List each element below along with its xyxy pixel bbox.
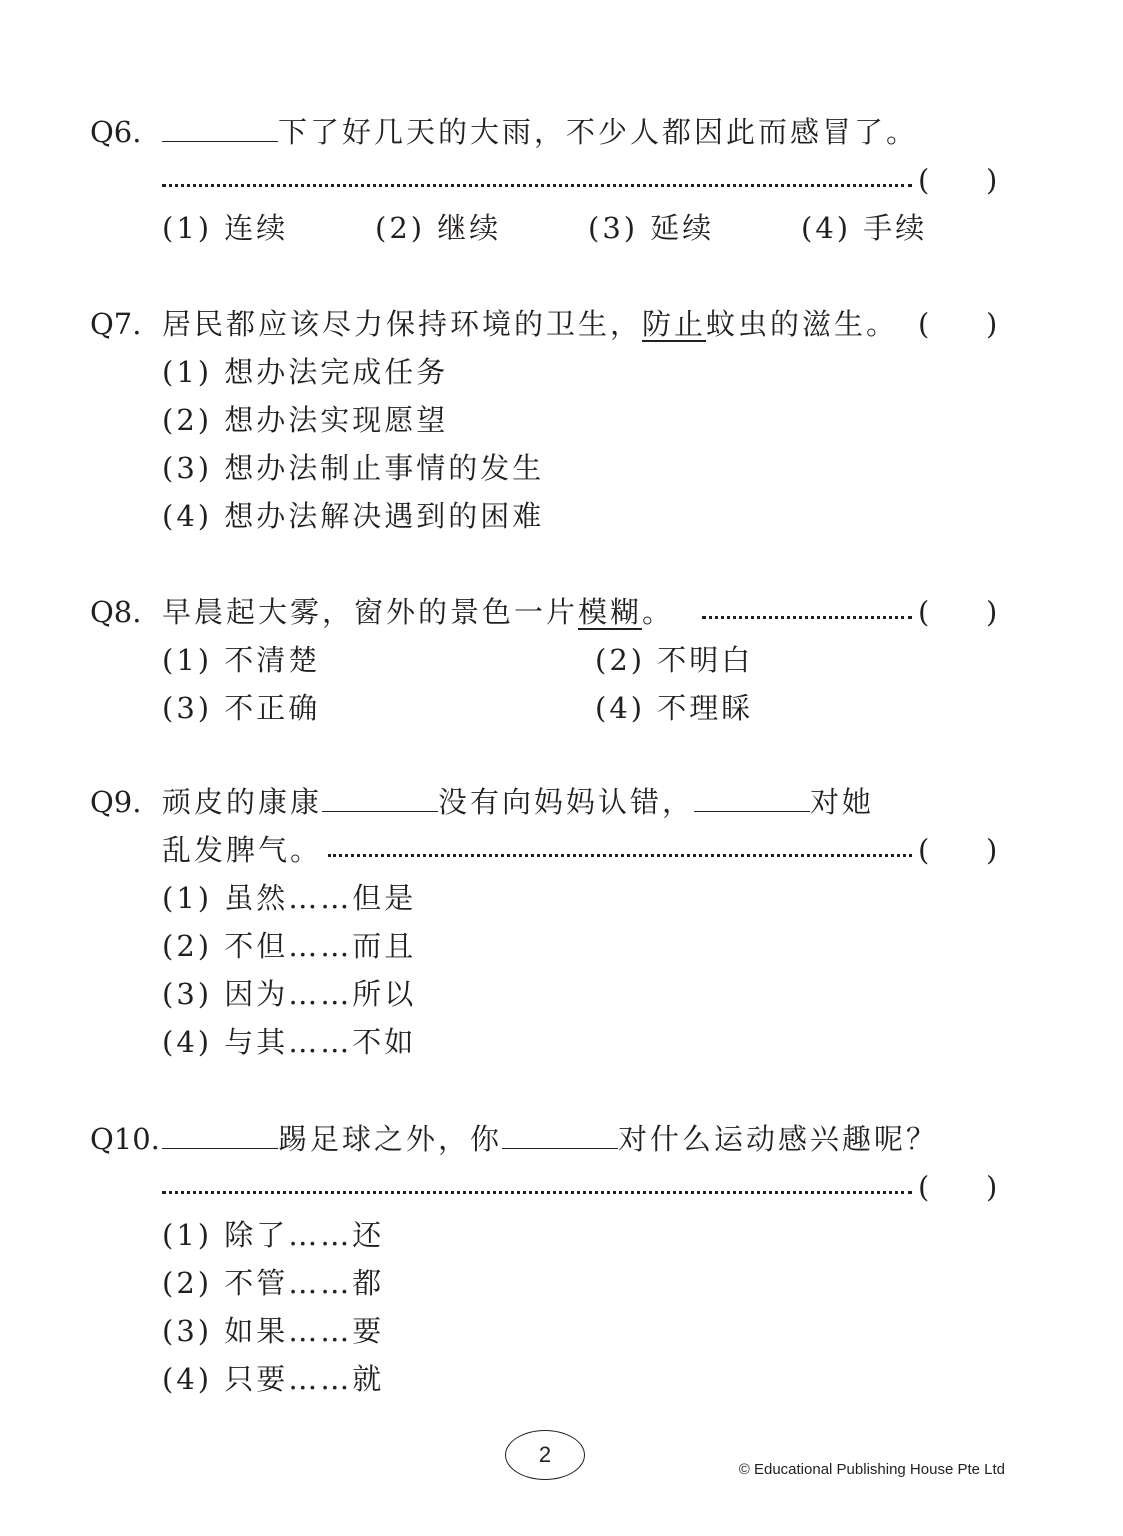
answer-bracket: ( ) — [918, 1170, 998, 1204]
question-stem-line-2: 乱发脾气。 — [162, 833, 323, 867]
option-2: (2) 不但……而且 — [162, 929, 417, 963]
page-number: 2 — [505, 1430, 585, 1480]
option-3: (3) 延续 — [588, 211, 715, 245]
question-10 — [90, 1115, 1010, 1403]
question-6 — [90, 108, 1010, 252]
dot-leader — [702, 602, 912, 619]
option-3: (3) 因为……所以 — [162, 977, 417, 1011]
fill-blank — [162, 119, 278, 142]
question-stem: 早晨起大雾，窗外的景色一片模糊。 — [162, 595, 675, 629]
copyright-notice: © Educational Publishing House Pte Ltd — [738, 1461, 1005, 1478]
question-number: Q8. — [90, 595, 142, 629]
option-4: (4) 不理睬 — [595, 691, 754, 725]
question-7 — [90, 300, 1010, 540]
option-3: (3) 如果……要 — [162, 1314, 385, 1348]
question-stem: 下了好几天的大雨，不少人都因此而感冒了。 — [162, 108, 918, 156]
option-3: (3) 想办法制止事情的发生 — [162, 451, 545, 485]
question-stem: 顽皮的康康 没有向妈妈认错， 对她 — [162, 785, 875, 819]
option-2: (2) 不管……都 — [162, 1266, 385, 1300]
question-9 — [90, 778, 1010, 1066]
option-2: (2) 想办法实现愿望 — [162, 403, 449, 437]
answer-bracket: ( ) — [918, 595, 998, 629]
question-stem: 居民都应该尽力保持环境的卫生，防止蚊虫的滋生。 — [162, 307, 899, 341]
fill-blank — [162, 1126, 278, 1149]
option-2: (2) 继续 — [375, 211, 502, 245]
dot-leader — [162, 1177, 912, 1194]
underlined-word: 防止 — [642, 307, 707, 341]
fill-blank — [322, 789, 438, 812]
option-1: (1) 除了……还 — [162, 1218, 385, 1252]
dot-leader — [328, 840, 912, 857]
underlined-word: 模糊 — [578, 595, 643, 629]
option-3: (3) 不正确 — [162, 691, 321, 725]
option-1: (1) 想办法完成任务 — [162, 355, 449, 389]
dot-leader — [162, 170, 912, 187]
option-4: (4) 手续 — [801, 211, 928, 245]
question-number: Q7. — [90, 307, 142, 341]
question-8 — [90, 588, 1010, 732]
option-1: (1) 虽然……但是 — [162, 881, 417, 915]
option-1: (1) 不清楚 — [162, 643, 321, 677]
fill-blank — [694, 789, 810, 812]
option-4: (4) 只要……就 — [162, 1362, 385, 1396]
fill-blank — [502, 1126, 618, 1149]
question-number: Q6. — [90, 115, 142, 149]
question-number: Q10. — [90, 1122, 160, 1156]
question-stem: 踢足球之外，你 对什么运动感兴趣呢？ — [162, 1115, 938, 1163]
answer-bracket: ( ) — [918, 307, 998, 341]
option-4: (4) 与其……不如 — [162, 1025, 417, 1059]
option-2: (2) 不明白 — [595, 643, 754, 677]
answer-bracket: ( ) — [918, 833, 998, 867]
option-4: (4) 想办法解决遇到的困难 — [162, 499, 545, 533]
question-number: Q9. — [90, 785, 142, 819]
answer-bracket: ( ) — [918, 163, 998, 197]
option-1: (1) 连续 — [162, 211, 289, 245]
